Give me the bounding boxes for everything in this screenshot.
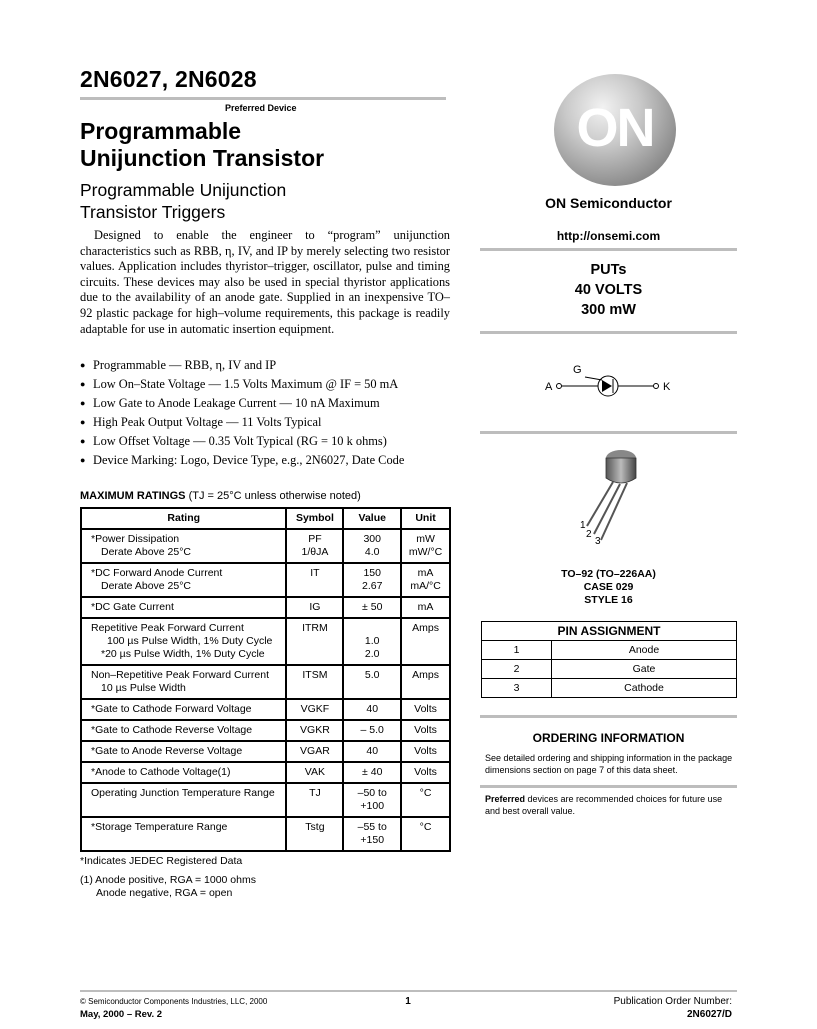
- table-row: [81, 741, 450, 762]
- spec-summary: [480, 260, 737, 320]
- pin-label: 3: [595, 536, 601, 547]
- page-title: [80, 118, 324, 172]
- unit-cell: Volts: [401, 720, 450, 741]
- value-text: 2.67: [362, 580, 383, 592]
- package-line: STYLE 16: [584, 594, 633, 606]
- jedec-note: *Indicates JEDEC Registered Data: [80, 855, 243, 867]
- preferred-note-text: devices are recommended choices for future use and best overall value.: [485, 794, 723, 816]
- table-row: [81, 618, 450, 665]
- symbol-cell: IT: [286, 563, 343, 597]
- publication-order-number: 2N6027/D: [686, 1009, 732, 1020]
- value-text: +150: [360, 834, 385, 846]
- table-row: [81, 762, 450, 783]
- value-cell: [343, 529, 401, 563]
- date-revision: May, 2000 – Rev. 2: [80, 1009, 163, 1020]
- sidebar-rule: [480, 785, 737, 788]
- column-header-rating: Rating: [81, 508, 286, 529]
- table-header-row: [81, 508, 450, 529]
- pin-name: Gate: [552, 660, 737, 679]
- unit-cell: °C: [401, 817, 450, 851]
- subtitle-line-2: Transistor Triggers: [80, 202, 226, 222]
- spec-line: PUTs: [590, 262, 627, 278]
- sidebar-rule: [480, 431, 737, 434]
- feature-list: [80, 356, 460, 470]
- symbol-cell: VGKR: [286, 720, 343, 741]
- symbol-cell: ITSM: [286, 665, 343, 699]
- rating-cell: *Anode to Cathode Voltage(1): [81, 762, 286, 783]
- company-name: ON Semiconductor: [545, 195, 672, 211]
- rating-cell: Operating Junction Temperature Range: [81, 783, 286, 817]
- rating-text: *DC Forward Anode Current: [91, 567, 223, 579]
- feature-item: ● Device Marking: Logo, Device Type, e.g., 2N6027, Date Code: [80, 451, 460, 470]
- unit-text: mA: [417, 567, 434, 579]
- value-text: 4.0: [364, 546, 380, 558]
- preferred-note-bold: Preferred: [485, 794, 526, 804]
- symbol-cell: VGAR: [286, 741, 343, 762]
- page-number: 1: [405, 996, 411, 1007]
- rating-cell: *Gate to Cathode Reverse Voltage: [81, 720, 286, 741]
- ordering-info-text: See detailed ordering and shipping information in the package dimensions section on page 7 of this data sheet.: [485, 753, 733, 775]
- value-text: 2.0: [364, 648, 380, 660]
- rating-cell: [81, 529, 286, 563]
- table-row: [81, 665, 450, 699]
- table-row: [81, 597, 450, 618]
- table-row: [482, 660, 737, 679]
- pin-assignment-title: PIN ASSIGNMENT: [482, 622, 737, 641]
- value-cell: [343, 783, 401, 817]
- value-text: 150: [363, 567, 381, 579]
- table-row: [482, 641, 737, 660]
- feature-item: ● Low Offset Voltage — 0.35 Volt Typical (RG = 10 k ohms): [80, 432, 460, 451]
- value-cell: – 5.0: [343, 720, 401, 741]
- anode-label: A: [545, 381, 553, 393]
- ordering-info-title: ORDERING INFORMATION: [532, 731, 685, 745]
- ratings-heading-note: (TJ = 25°C unless otherwise noted): [188, 490, 361, 502]
- pin-number: 3: [482, 679, 552, 698]
- title-rule: [80, 97, 446, 100]
- pin-label: 1: [580, 520, 586, 531]
- spec-line: 40 VOLTS: [574, 282, 643, 298]
- pin-name: Cathode: [552, 679, 737, 698]
- symbol-cell: VAK: [286, 762, 343, 783]
- rating-cell: *Gate to Anode Reverse Voltage: [81, 741, 286, 762]
- unit-text: mW/°C: [408, 546, 443, 558]
- footnote-line-2: Anode negative, RGA = open: [96, 887, 233, 899]
- symbol-cell: [286, 529, 343, 563]
- unit-cell: mA: [401, 597, 450, 618]
- feature-item: ● Low On–State Voltage — 1.5 Volts Maximum @ IF = 50 mA: [80, 375, 460, 394]
- rating-text: Repetitive Peak Forward Current: [91, 622, 244, 634]
- pin-assignment-header: [482, 622, 737, 641]
- footer-rule: [80, 990, 737, 992]
- value-text: –50 to: [357, 787, 387, 799]
- feature-item: ● High Peak Output Voltage — 11 Volts Typical: [80, 413, 460, 432]
- rating-cell: [81, 563, 286, 597]
- spec-line: 300 mW: [581, 302, 636, 318]
- sidebar-rule: [480, 331, 737, 334]
- ratings-heading: [80, 490, 361, 502]
- value-text: +100: [360, 800, 385, 812]
- title-line-2: Unijunction Transistor: [80, 145, 325, 171]
- unit-cell: Amps: [401, 618, 450, 665]
- pin-assignment-table: [481, 621, 737, 698]
- value-text: 300: [363, 533, 381, 545]
- copyright: © Semiconductor Components Industries, LLC, 2000: [80, 997, 268, 1006]
- value-cell: 5.0: [343, 665, 401, 699]
- unit-cell: [401, 563, 450, 597]
- value-cell: [343, 618, 401, 665]
- sidebar-rule: [480, 248, 737, 251]
- table-row: [81, 783, 450, 817]
- description: [80, 228, 450, 337]
- ratings-table: [80, 507, 451, 852]
- symbol-text: PF: [308, 533, 322, 545]
- rating-cell: *DC Gate Current: [81, 597, 286, 618]
- symbol-cell: TJ: [286, 783, 343, 817]
- symbol-text: 1/θJA: [301, 546, 329, 558]
- symbol-cell: Tstg: [286, 817, 343, 851]
- table-row: [81, 720, 450, 741]
- value-cell: 40: [343, 699, 401, 720]
- package-line: CASE 029: [583, 581, 634, 593]
- value-cell: [343, 563, 401, 597]
- feature-item: ● Programmable — RBB, η, IV and IP: [80, 356, 460, 375]
- value-cell: [343, 817, 401, 851]
- rating-text: *20 µs Pulse Width, 1% Duty Cycle: [101, 648, 265, 660]
- rating-text: Non–Repetitive Peak Forward Current: [91, 669, 269, 681]
- rating-text: Derate Above 25°C: [101, 580, 192, 592]
- cathode-terminal-icon: [654, 384, 659, 389]
- website-link[interactable]: http://onsemi.com: [556, 229, 661, 243]
- value-cell: 40: [343, 741, 401, 762]
- footnote: [80, 874, 256, 900]
- put-schematic-symbol: [540, 360, 680, 410]
- footnote-line-1: (1) Anode positive, RGA = 1000 ohms: [80, 874, 256, 886]
- unit-cell: Volts: [401, 762, 450, 783]
- unit-cell: [401, 529, 450, 563]
- column-header-unit: Unit: [401, 508, 450, 529]
- value-cell: ± 40: [343, 762, 401, 783]
- rating-text: 100 µs Pulse Width, 1% Duty Cycle: [107, 635, 273, 647]
- rating-cell: [81, 618, 286, 665]
- value-text: 1.0: [364, 635, 380, 647]
- part-number-title: 2N6027, 2N6028: [80, 66, 257, 92]
- value-cell: ± 50: [343, 597, 401, 618]
- cathode-label: K: [663, 381, 671, 393]
- anode-terminal-icon: [557, 384, 562, 389]
- column-header-value: Value: [343, 508, 401, 529]
- symbol-cell: IG: [286, 597, 343, 618]
- publication-order-label: Publication Order Number:: [613, 996, 732, 1007]
- rating-cell: [81, 665, 286, 699]
- unit-text: mA/°C: [410, 580, 441, 592]
- unit-text: mW: [416, 533, 435, 545]
- description-text: Designed to enable the engineer to “program” unijunction characteristics such as RBB, η, IV, and IP by merely selecting two resistor values. Application includes thyristor–trigger, oscillator, pulse and timing circuits. These devices may also be used in special thyristor applications due to the availability of an anode gate. Supplied in an inexpensive TO–92 plastic package for high–volume requirements, this package is readily adaptable for use in automatic insertion equipment.: [80, 228, 450, 336]
- symbol-cell: ITRM: [286, 618, 343, 665]
- ratings-heading-title: MAXIMUM RATINGS: [80, 490, 186, 502]
- title-line-1: Programmable: [80, 118, 242, 144]
- pin-name: Anode: [552, 641, 737, 660]
- gate-label: G: [573, 364, 582, 376]
- feature-item: ● Low Gate to Anode Leakage Current — 10 nA Maximum: [80, 394, 460, 413]
- unit-cell: Volts: [401, 699, 450, 720]
- table-row: [482, 679, 737, 698]
- pin-label: 2: [586, 529, 592, 540]
- sidebar-rule: [480, 715, 737, 718]
- pin-number: 2: [482, 660, 552, 679]
- pin-number: 1: [482, 641, 552, 660]
- symbol-cell: VGKF: [286, 699, 343, 720]
- table-row: [81, 529, 450, 563]
- rating-cell: *Gate to Cathode Forward Voltage: [81, 699, 286, 720]
- package-line: TO–92 (TO–226AA): [561, 568, 656, 580]
- on-logo-text: ON: [576, 98, 654, 158]
- unit-cell: Amps: [401, 665, 450, 699]
- rating-text: Derate Above 25°C: [101, 546, 192, 558]
- table-row: [81, 563, 450, 597]
- gate-lead-line: [585, 377, 602, 380]
- column-header-symbol: Symbol: [286, 508, 343, 529]
- preferred-device-label: Preferred Device: [225, 103, 297, 113]
- value-text: –55 to: [357, 821, 387, 833]
- unit-cell: °C: [401, 783, 450, 817]
- page-subtitle: [80, 179, 286, 223]
- subtitle-line-1: Programmable Unijunction: [80, 180, 287, 200]
- rating-text: 10 µs Pulse Width: [101, 682, 186, 694]
- rating-text: *Power Dissipation: [91, 533, 180, 545]
- rating-cell: *Storage Temperature Range: [81, 817, 286, 851]
- package-info: [480, 568, 737, 607]
- preferred-note: [485, 793, 737, 817]
- unit-cell: Volts: [401, 741, 450, 762]
- table-row: [81, 817, 450, 851]
- table-row: [81, 699, 450, 720]
